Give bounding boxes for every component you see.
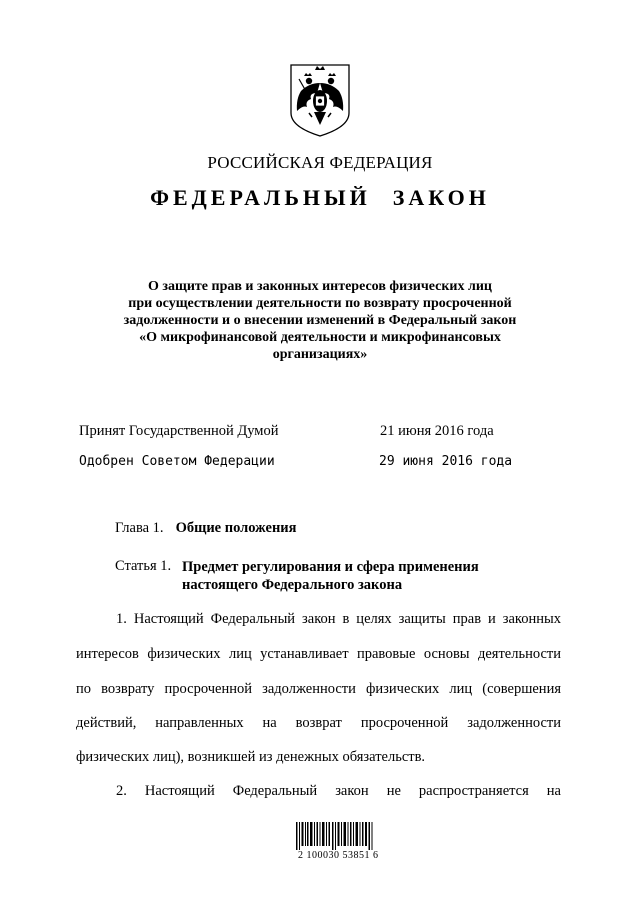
paragraph-line: интересов физических лиц устанавливает правовые основы деятельности [76,646,561,662]
document-barcode [296,822,376,850]
duma-adoption-label: Принят Государственной Думой [79,423,279,439]
title-word-law: ЗАКОН [392,185,490,210]
chapter-heading [115,520,297,537]
article-title-line: Предмет регулирования и сфера применения [182,559,479,575]
subject-line: задолженности и о внесении изменений в Федеральный закон [123,313,517,328]
subject-line: О защите прав и законных интересов физических лиц [148,279,492,294]
article-number: Статья 1. [115,558,172,574]
subject-line: организациях» [272,347,368,362]
article-title [182,558,479,594]
council-approval-date: 29 июня 2016 года [379,454,513,469]
paragraph-line: физических лиц), возникшей из денежных обязательств. [76,749,426,765]
barcode-digits: 2 100030 53851 6 [298,850,379,861]
subject-line: при осуществлении деятельности по возврату просроченной [128,296,512,311]
chapter-number: Глава 1. [115,520,164,536]
paragraph-line: 1. Настоящий Федеральный закон в целях защиты прав и законных [116,611,561,627]
law-subject [100,278,540,363]
country-name: РОССИЙСКАЯ ФЕДЕРАЦИЯ [207,153,433,172]
coat-of-arms-emblem [287,61,353,139]
duma-adoption-date: 21 июня 2016 года [380,423,494,439]
article-title-line: настоящего Федерального закона [182,577,403,593]
council-approval-label: Одобрен Советом Федерации [79,454,275,469]
paragraph-line: 2. Настоящий Федеральный закон не распространяется на [116,783,561,799]
chapter-title: Общие положения [175,520,297,536]
paragraph-line: по возврату просроченной задолженности физических лиц (совершения [76,681,561,697]
paragraph-line: действий, направленных на возврат просроченной задолженности [76,715,561,731]
subject-line: «О микрофинансовой деятельности и микрофинансовых [139,330,501,345]
law-type-title [0,185,640,211]
title-word-federal: ФЕДЕРАЛЬНЫЙ [150,185,371,210]
